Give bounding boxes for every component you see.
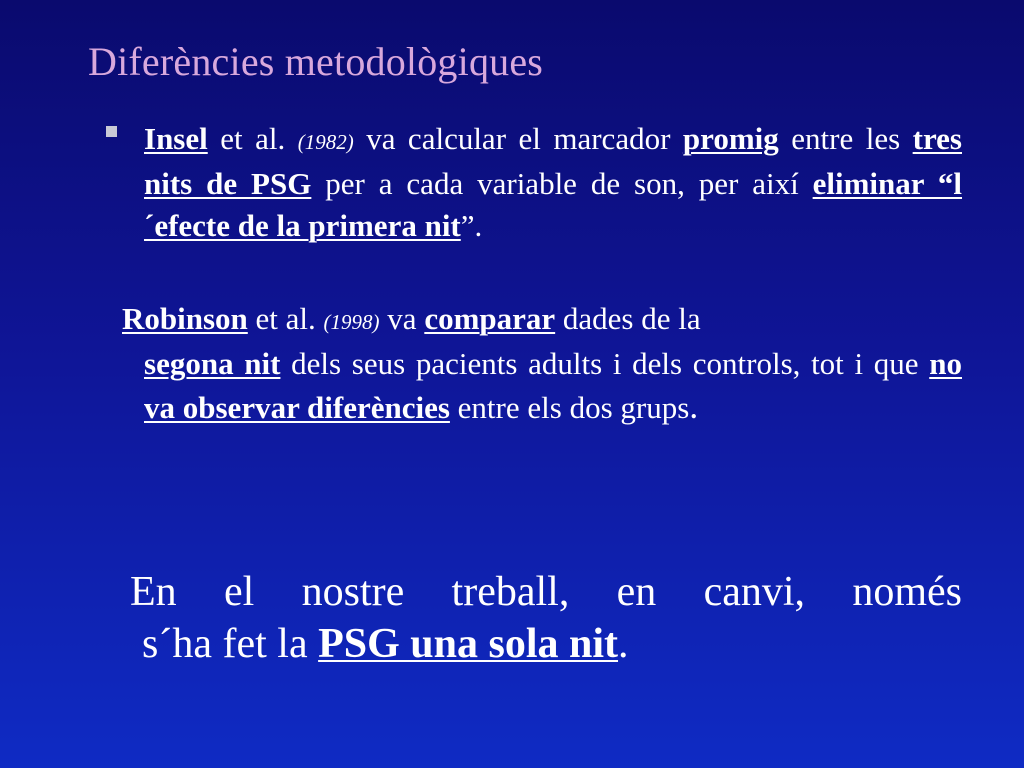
text-segment: .: [618, 621, 629, 667]
text-segment: .: [689, 386, 699, 426]
text-segment: va: [379, 301, 425, 336]
text-segment: dades de la: [555, 301, 701, 336]
emphasis-psg-una-sola-nit: PSG una sola nit: [318, 621, 619, 667]
text-segment: va calcular el marcador: [353, 121, 683, 156]
text-segment: dels seus pacients adults i dels controls, tot i que: [280, 346, 930, 381]
conclusion: [130, 566, 962, 670]
bullet-square-icon: [106, 126, 117, 137]
author-insel: Insel: [144, 121, 208, 156]
year-1982: (1982): [297, 130, 354, 154]
emphasis-segona-nit: segona nit: [144, 346, 281, 381]
year-1998: (1998): [323, 310, 380, 334]
author-robinson: Robinson: [122, 301, 248, 336]
text-segment: per a cada variable de son, per així: [311, 166, 813, 201]
emphasis-comparar: comparar: [424, 301, 556, 336]
text-segment: s´ha fet la: [142, 621, 319, 667]
bullet-insel: [144, 118, 962, 247]
bullet-robinson-continuation: [144, 343, 962, 429]
text-segment: entre les: [778, 121, 913, 156]
emphasis-promig: promig: [682, 121, 779, 156]
text-segment: entre els dos grups: [449, 390, 690, 425]
conclusion-line-1: En el nostre treball, en canvi, només: [130, 569, 962, 615]
slide-title: Diferències metodològiques: [88, 39, 544, 84]
emphasis-eliminar: eliminar “l´efecte de la primera nit: [144, 166, 963, 243]
text-segment: et al.: [207, 121, 298, 156]
text-segment: ”.: [460, 208, 483, 243]
bullet-robinson: [122, 298, 962, 429]
text-segment: et al.: [247, 301, 324, 336]
emphasis-no-observar: no va observar diferències: [144, 346, 962, 425]
conclusion-line-2: [142, 618, 962, 670]
emphasis-tres-nits: tres nits de PSG: [144, 121, 962, 201]
